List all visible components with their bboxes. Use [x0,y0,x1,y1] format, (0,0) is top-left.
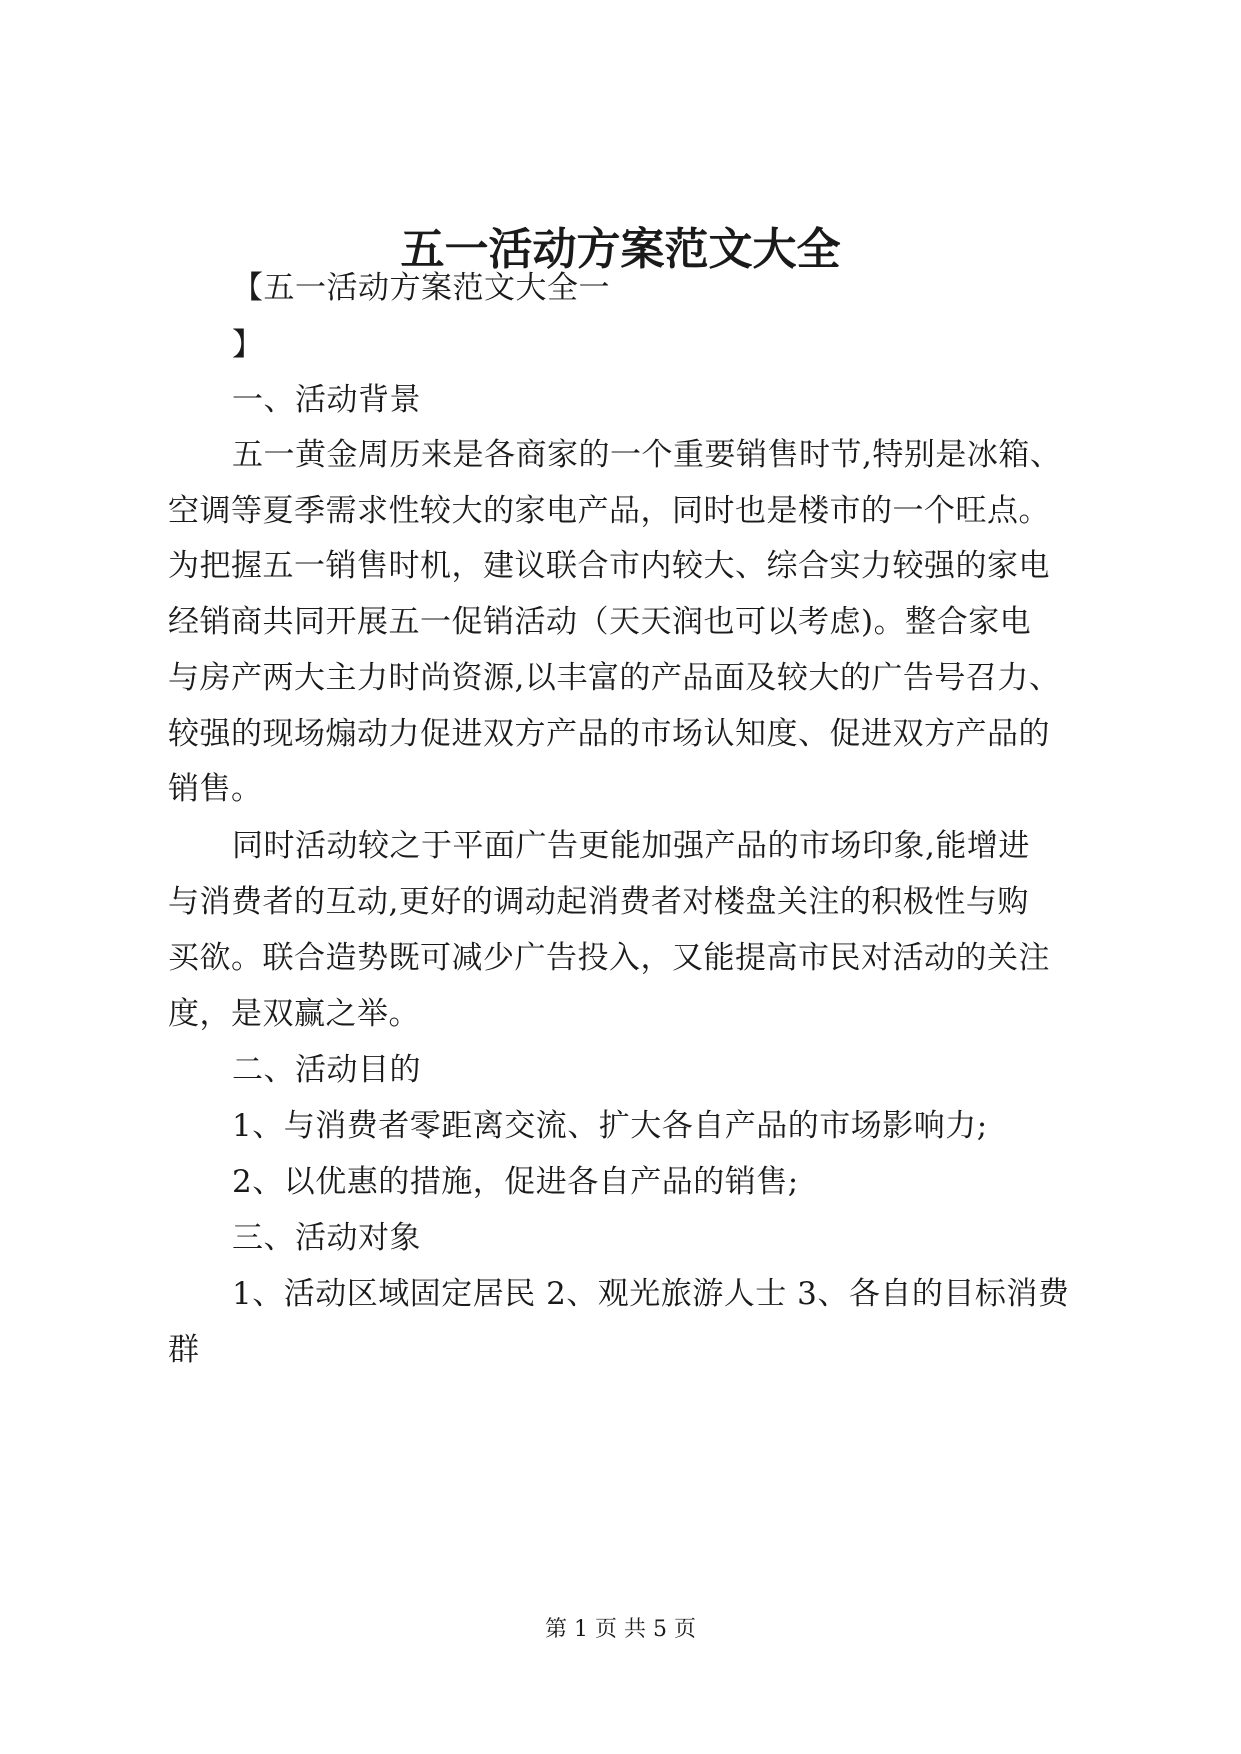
page-number: 第 1 页 共 5 页 [545,1617,696,1642]
paragraph-line: 经销商共同开展五一促销活动（天天润也可以考虑)。整合家电 [168,604,1032,640]
paragraph-line: 销售。 [168,771,263,807]
paragraph-line: 五一黄金周历来是各商家的一个重要销售时节,特别是冰箱、 [232,437,1062,473]
heading-targets: 三、活动对象 [232,1220,421,1256]
paragraph-line: 空调等夏季需求性较大的家电产品，同时也是楼市的一个旺点。 [168,493,1050,529]
paragraph-line: 买欲。联合造势既可减少广告投入，又能提高市民对活动的关注 [168,940,1050,976]
paragraph-line: 度，是双赢之举。 [168,996,420,1032]
section-marker-open: 【五一活动方案范文大全一 [232,270,610,306]
target-line: 1、活动区域固定居民 2、观光旅游人士 3、各自的目标消费 [232,1276,1070,1312]
paragraph-line: 为把握五一销售时机，建议联合市内较大、综合实力较强的家电 [168,548,1050,584]
heading-goals: 二、活动目的 [232,1052,421,1088]
paragraph-line: 与消费者的互动,更好的调动起消费者对楼盘关注的积极性与购 [168,884,1029,920]
paragraph-line: 较强的现场煽动力促进双方产品的市场认知度、促进双方产品的 [168,716,1050,752]
section-marker-close: 】 [232,327,264,363]
heading-background: 一、活动背景 [232,382,421,418]
paragraph-line: 与房产两大主力时尚资源,以丰富的产品面及较大的广告号召力、 [168,660,1061,696]
paragraph-line: 同时活动较之于平面广告更能加强产品的市场印象,能增进 [232,828,1030,864]
goal-item: 1、与消费者零距离交流、扩大各自产品的市场影响力; [232,1108,988,1144]
target-line: 群 [168,1332,200,1368]
document-title: 五一活动方案范文大全 [400,224,841,275]
goal-item: 2、以优惠的措施，促进各自产品的销售; [232,1164,799,1200]
